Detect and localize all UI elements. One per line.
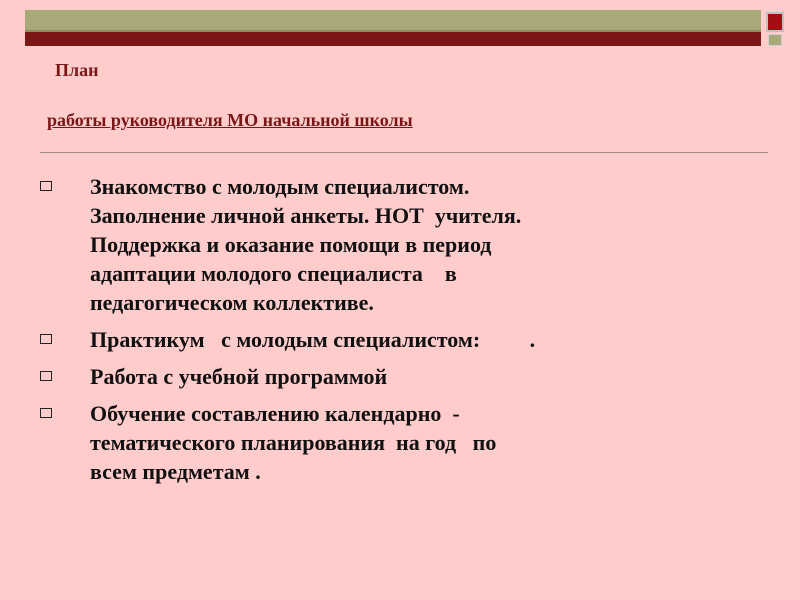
bullet-line: Работа с учебной программой	[90, 364, 388, 389]
list-item	[40, 362, 760, 391]
square-bullet-icon	[40, 408, 52, 418]
bullet-line: Поддержка и оказание помощи в период	[90, 232, 492, 257]
square-bullet-icon	[40, 181, 52, 191]
slide-subtitle: работы руководителя МО начальной школы	[47, 110, 413, 130]
bullet-line: Практикум с молодым специалистом: .	[90, 327, 536, 352]
bullet-line: Обучение составлению календарно -	[90, 401, 460, 426]
bullet-line: Заполнение личной анкеты. НОТ учителя.	[90, 203, 522, 228]
header-maroon-bar	[25, 32, 761, 46]
bullet-line: всем предметам .	[90, 459, 261, 484]
list-item	[40, 172, 760, 317]
bullet-line: педагогическом коллективе.	[90, 290, 374, 315]
list-item	[40, 399, 760, 486]
square-bullet-icon	[40, 371, 52, 381]
bullet-list	[40, 172, 760, 494]
decorative-red-square	[766, 12, 784, 32]
bullet-line: тематического планирования на год по	[90, 430, 497, 455]
list-item	[40, 325, 760, 354]
header-olive-bar	[25, 10, 761, 32]
bullet-line: Знакомство с молодым специалистом.	[90, 174, 470, 199]
decorative-olive-square	[768, 34, 782, 46]
title-divider	[40, 152, 768, 153]
square-bullet-icon	[40, 334, 52, 344]
bullet-line: адаптации молодого специалиста в	[90, 261, 457, 286]
slide-title: План	[55, 60, 99, 80]
